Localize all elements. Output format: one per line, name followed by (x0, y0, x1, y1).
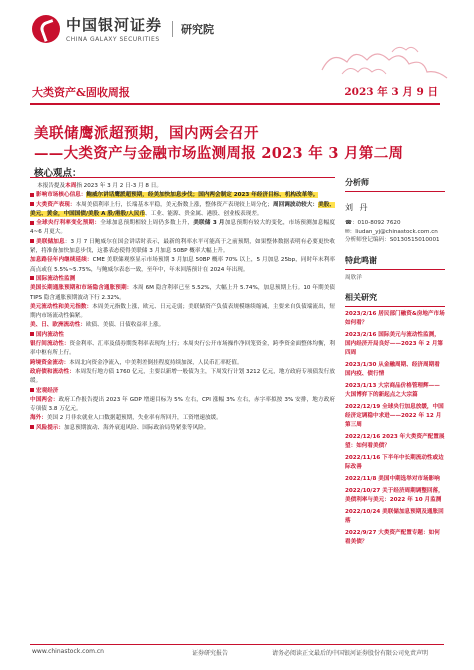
core-info-head: 影响市场核心信息： (36, 192, 87, 199)
gov-bond-text: 本周发行地方债 1760 亿元，主要以新增一般债为主，下周发行计划 3212 亿元，地方政府专项债发行放缓。 (30, 368, 335, 385)
risk-text: 加息预期波动、海外衰退风险、国际政治局势紧张等风险。 (63, 424, 210, 431)
bullet-icon (30, 221, 34, 225)
related-item[interactable]: 2022/10/27 关于经济周期调整回落，美债利率与美元：2022 年 10 月监测 (345, 488, 444, 503)
interbank-head: 银行间流动性： (30, 341, 70, 348)
scope-range: 指 2023 年 3 月 2 日-3 月 8 日。 (76, 183, 162, 189)
usjpeu-head: 美、日、欧洲流动性： (30, 322, 86, 329)
main-content (30, 177, 335, 640)
sidebar (345, 177, 445, 640)
paragraph-core-info (30, 191, 335, 200)
risk-head: 风险提示： (36, 424, 64, 431)
paragraph-overseas (30, 414, 335, 423)
report-title-line1: 美联储鹰派超预期，国内两会召开 (34, 125, 259, 142)
bullet-icon (30, 193, 34, 197)
scope-text: 本报告提及 (37, 183, 66, 189)
paragraph-interbank (30, 340, 335, 359)
footer-divider (30, 644, 444, 645)
rate-head: 全球央行利率变化预期： (36, 220, 101, 227)
analyst-title: 分析师 (345, 177, 445, 192)
department-label: 研究院 (172, 21, 214, 37)
paragraph-gov-bond (30, 368, 335, 387)
related-item[interactable]: 2022/11/8 美国中期选举对市场影响 (345, 476, 440, 482)
analyst-name: 刘 丹 (345, 203, 370, 212)
usd-text: 本周美元指数上涨，欧元、日元走弱；美联储资产负债表规模继续缩减，主要来自负债端流出，短期内市场流动性偏紧。 (30, 303, 335, 320)
rate-text-end: 加息预期有较大的变化，市场预测加息幅度 4~6 月更大。 (30, 220, 335, 236)
asset-head: 大类资产表现： (36, 201, 76, 208)
asset-text: 本周美债利率上行，长端基本平稳，美元指数上涨，整体资产表现较上周分化； (75, 201, 273, 208)
cloud-pattern-icon (312, 40, 462, 80)
bullet-icon (30, 388, 34, 392)
intl-liquidity-head: 国际流动性监测 (36, 275, 76, 282)
section-domestic-liquidity (30, 331, 335, 340)
contact-title: 特此鸣谢 (345, 255, 445, 270)
paragraph-usd-liquidity (30, 303, 335, 322)
asset-highlight: 美股、美元、黄金，中国国债/美股 A 股/港股/人民币 (30, 201, 335, 217)
paragraph-usjpeu-liquidity (30, 321, 335, 330)
bullet-icon (30, 425, 34, 429)
bullet-icon (30, 332, 34, 336)
usjpeu-text: 欧债、美债、日债收益率上涨。 (85, 322, 165, 329)
gov-bond-head: 政府债和流动性： (30, 368, 75, 375)
analyst-email[interactable]: ✉：liudan_yj@chinastock.com.cn (345, 228, 438, 235)
section-intl-liquidity (30, 275, 335, 284)
overseas-text: 美国 2 月非农就业人口数据超预期，失业率有所回升，工资增速放缓。 (46, 415, 222, 422)
paragraph-hike-path (30, 256, 335, 275)
footer-website[interactable]: www.chinastock.com.cn (32, 648, 104, 655)
footer-report-type: 证券研究报告 (192, 650, 229, 657)
related-item[interactable]: 2022/11/16 下半年中长期流动性或边际改善 (345, 455, 444, 470)
domestic-liquidity-head: 国内流动性 (36, 331, 64, 338)
report-date: 2023 年 3 月 9 日 (344, 86, 438, 98)
section-macro (30, 387, 335, 396)
overseas-head: 海外： (30, 415, 47, 422)
bullet-icon (30, 239, 34, 243)
paragraph-two-sessions (30, 396, 335, 415)
macro-head: 宏观经济 (36, 387, 59, 394)
bullet-icon (30, 276, 34, 280)
contact-name: 周欣洋 (345, 274, 362, 281)
report-header (0, 0, 474, 118)
related-item[interactable]: 2022/10/24 美联储加息预期及通胀回落 (345, 509, 444, 524)
related-item[interactable]: 2022/9/27 大类资产配置专题：如何看美债？ (345, 530, 440, 545)
report-category: 大类资产&固收周报 (32, 86, 130, 99)
interbank-text: 资金利率、汇率及债券期货利率表现均上行；本周央行公开市场操作净回笼资金，跨季资金面整体均衡，利率中枢有所上行。 (30, 341, 335, 357)
paragraph-inflation-expectation (30, 284, 335, 303)
path-head: 加息路径年内继续延续： (30, 257, 93, 264)
paragraph-crossborder (30, 359, 335, 368)
crossborder-text: 本周北向资金净流入，中美利差倒挂程度持续加深，人民币汇率贬值。 (69, 359, 243, 366)
related-research-list (345, 310, 445, 547)
fed-text: ：3 月 7 日鲍威尔在国会讲话时表示，最新的利率水平可能高于之前预期，如果整体数据表明有必要更快收紧，将准备加快加息步伐，这番表态使得美联储 3 月加息 50BP 概率大幅上升。 (30, 238, 335, 255)
paragraph-scope (30, 182, 335, 191)
related-item[interactable]: 2023/2/16 国际美元与流动性监测，国内经济开局良好——2023 年 2 月第四周 (345, 332, 444, 356)
usd-head: 美元流动性和美元指数： (30, 303, 93, 310)
related-research-title: 相关研究 (345, 292, 445, 307)
core-points-label: 核心观点： (34, 168, 82, 179)
asset-bold: 周回调波动较大： (272, 201, 319, 208)
related-item[interactable]: 2022/12/16 2023 年大类资产配置展望：如何看美债？ (345, 434, 445, 449)
scope-highlight: 本周 (65, 183, 77, 189)
header-divider (30, 103, 440, 105)
analyst-cert: 分析师登记编码：S0130515010001 (345, 237, 440, 243)
two-sessions-text: 政府工作报告提出 2023 年 GDP 增速目标为 5% 左右，CPI 涨幅 3% 左右，赤字率拟按 3% 安排，地方政府专项债 3.8 万亿元。 (30, 396, 335, 413)
inflation-head: 美国长期通胀预期和市场隐含通胀预期： (30, 285, 133, 292)
analyst-phone: ☎：010-8092 7620 (345, 220, 401, 226)
related-item[interactable]: 2023/1/13 大宗商品价格管理辉——大国博弈下的新起点之大宗篇 (345, 383, 440, 398)
company-logo (32, 14, 214, 43)
related-item[interactable]: 2023/1/30 从金融周期、经济周期看国内疫、债行情 (345, 362, 440, 377)
paragraph-rate-expectation (30, 219, 335, 238)
paragraph-risk (30, 424, 335, 433)
galaxy-logo-icon (32, 15, 60, 43)
two-sessions-head: 中国两会： (30, 396, 59, 403)
related-item[interactable]: 2023/2/16 居民部门融资&房地产市场如何看？ (345, 311, 445, 326)
company-name-cn: 中国银河证券 (66, 16, 163, 34)
bullet-icon (30, 202, 34, 206)
path-text: CME 美联储观察显示市场预期 3 月加息 50BP 概率 70% 以上，5 月加息 25bp，同时年末利率高点或在 5.5%~5.75%，与鲍威尔表态一致，至年中，年末回落预计在 2024 年出现。 (30, 257, 335, 273)
paragraph-fed-hike (30, 238, 335, 257)
rate-bold: 美联储 3 月 (193, 220, 225, 227)
inflation-text: 本周 6M 隐含利率已至 5.52%，大幅上升 5.74%，加息预期上行。10 年期美债 TIPS 隐含通胀预期波动下行 2.32%。 (30, 285, 335, 301)
fed-head: 美联储加息 (36, 238, 65, 245)
asset-text-end: 、工业、能源、贵金属、港股、创业板表现差。 (145, 210, 263, 217)
rate-text: 全球加息预期相较上周仍多数上升， (100, 220, 194, 227)
company-name-en: CHINA GALAXY SECURITIES (66, 36, 160, 43)
report-title-line2: ——大类资产与金融市场监测周报 2023 年 3 月第二周 (34, 145, 404, 162)
crossborder-head: 跨境资金流动： (30, 359, 70, 366)
related-item[interactable]: 2022/12/19 全球央行加息放缓，中国经济定调稳中求进——2022 年 12 月第三周 (345, 404, 444, 428)
paragraph-asset-performance (30, 201, 335, 220)
footer-disclaimer: 请务必阅读正文最后的中国银河证券股份有限公司免责声明 (272, 650, 429, 657)
core-info-text: 鲍威尔讲话鹰派超预期，经美加快加息步伐；国内两会制定 2023 年经济目标、机构改革等。 (86, 192, 319, 199)
